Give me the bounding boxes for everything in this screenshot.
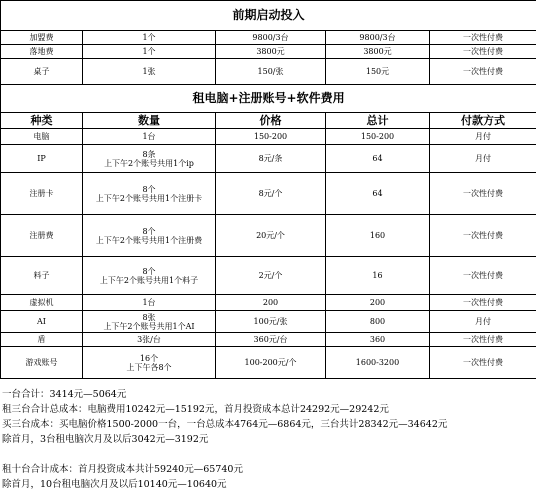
row-total: 150-200	[326, 129, 430, 145]
row-qty: 1个	[83, 31, 216, 45]
header-total: 总计	[326, 113, 430, 129]
row-qty-cell	[83, 311, 216, 333]
row-name: AI	[1, 311, 83, 333]
row-price: 150-200	[216, 129, 326, 145]
row-name: 盾	[1, 333, 83, 347]
table-row	[1, 45, 536, 59]
row-qty-note: 上下午2个账号共用1个ip	[104, 158, 194, 168]
row-payment: 一次性付费	[430, 59, 536, 85]
row-total: 64	[326, 145, 430, 173]
row-qty: 8条	[142, 149, 156, 159]
row-payment: 月付	[430, 145, 536, 173]
header-payment: 付款方式	[430, 113, 536, 129]
row-price: 150/张	[216, 59, 326, 85]
row-qty-note: 上下午2个账号共用1个注册卡	[95, 193, 203, 203]
row-qty-cell	[83, 347, 216, 379]
header-name: 种类	[1, 113, 83, 129]
row-qty: 3张/台	[83, 333, 216, 347]
row-price: 100-200元/个	[216, 347, 326, 379]
section2-title: 租电脑+注册账号+软件费用	[1, 85, 536, 113]
header-row	[1, 113, 536, 129]
section2-title-row	[1, 85, 536, 113]
summary-notes	[2, 387, 447, 492]
row-total: 800	[326, 311, 430, 333]
row-payment: 一次性付费	[430, 295, 536, 311]
row-total: 200	[326, 295, 430, 311]
row-name: 游戏账号	[1, 347, 83, 379]
row-qty: 1张	[83, 59, 216, 85]
table-row	[1, 31, 536, 45]
row-qty-note: 上下午各8个	[126, 362, 172, 372]
row-payment: 一次性付费	[430, 173, 536, 215]
row-total: 3800元	[326, 45, 430, 59]
note-line: 租三台合计总成本：电脑费用10242元—15192元，首月投资成本总计24292元—29242元	[2, 404, 389, 415]
row-price: 2元/个	[216, 257, 326, 295]
row-price: 9800/3台	[216, 31, 326, 45]
row-qty-cell	[83, 257, 216, 295]
row-price: 360元/台	[216, 333, 326, 347]
row-qty: 8张	[142, 312, 156, 322]
note-line: 除首月，3台租电脑次月及以后3042元—3192元	[2, 434, 209, 445]
table-row	[1, 59, 536, 85]
row-name: IP	[1, 145, 83, 173]
row-total: 16	[326, 257, 430, 295]
row-total: 1600-3200	[326, 347, 430, 379]
row-price: 100元/张	[216, 311, 326, 333]
row-price: 8元/个	[216, 173, 326, 215]
row-name: 加盟费	[1, 31, 83, 45]
row-total: 360	[326, 333, 430, 347]
row-qty-note: 上下午2个账号共用1个注册费	[95, 235, 203, 245]
row-payment: 一次性付费	[430, 215, 536, 257]
row-qty: 8个	[142, 266, 156, 276]
table-row	[1, 333, 536, 347]
row-qty: 1台	[83, 295, 216, 311]
row-qty: 8个	[142, 184, 156, 194]
row-name: 料子	[1, 257, 83, 295]
table-row	[1, 215, 536, 257]
note-line: 除首月，10台租电脑次月及以后10140元—10640元	[2, 479, 227, 490]
row-name: 注册费	[1, 215, 83, 257]
row-payment: 一次性付费	[430, 333, 536, 347]
row-payment: 月付	[430, 311, 536, 333]
row-price: 200	[216, 295, 326, 311]
row-name: 落地费	[1, 45, 83, 59]
row-qty: 16个	[139, 353, 159, 363]
row-payment: 一次性付费	[430, 45, 536, 59]
note-line: 买三台成本：买电脑价格1500-2000一台，一台总成本4764元—6864元，三台共计28342元—34642元	[2, 419, 448, 430]
row-name: 电脑	[1, 129, 83, 145]
section1-title-row	[1, 1, 536, 31]
row-price: 20元/个	[216, 215, 326, 257]
row-payment: 一次性付费	[430, 347, 536, 379]
note-line: 租十台合计成本：首月投资成本共计59240元—65740元	[2, 464, 243, 475]
header-qty: 数量	[83, 113, 216, 129]
row-total: 64	[326, 173, 430, 215]
row-qty-cell	[83, 145, 216, 173]
table-row	[1, 145, 536, 173]
row-name: 桌子	[1, 59, 83, 85]
row-qty: 1个	[83, 45, 216, 59]
note-line: 一台合计：3414元—5064元	[2, 389, 127, 400]
table-row	[1, 129, 536, 145]
row-qty: 1台	[83, 129, 216, 145]
header-price: 价格	[216, 113, 326, 129]
note-spacer	[2, 447, 447, 462]
table-row	[1, 311, 536, 333]
row-qty-cell	[83, 215, 216, 257]
row-total: 160	[326, 215, 430, 257]
row-payment: 月付	[430, 129, 536, 145]
row-payment: 一次性付费	[430, 31, 536, 45]
row-payment: 一次性付费	[430, 257, 536, 295]
row-price: 3800元	[216, 45, 326, 59]
row-price: 8元/条	[216, 145, 326, 173]
table-row	[1, 347, 536, 379]
row-qty: 8个	[142, 226, 156, 236]
row-total: 150元	[326, 59, 430, 85]
row-total: 9800/3台	[326, 31, 430, 45]
table-row	[1, 173, 536, 215]
section1-title: 前期启动投入	[1, 1, 536, 31]
row-qty-note: 上下午2个账号共用1个AI	[103, 321, 195, 331]
row-name: 注册卡	[1, 173, 83, 215]
row-qty-note: 上下午2个账号共用1个料子	[99, 275, 199, 285]
table-row	[1, 257, 536, 295]
row-qty-cell	[83, 173, 216, 215]
row-name: 虚拟机	[1, 295, 83, 311]
table-row	[1, 295, 536, 311]
